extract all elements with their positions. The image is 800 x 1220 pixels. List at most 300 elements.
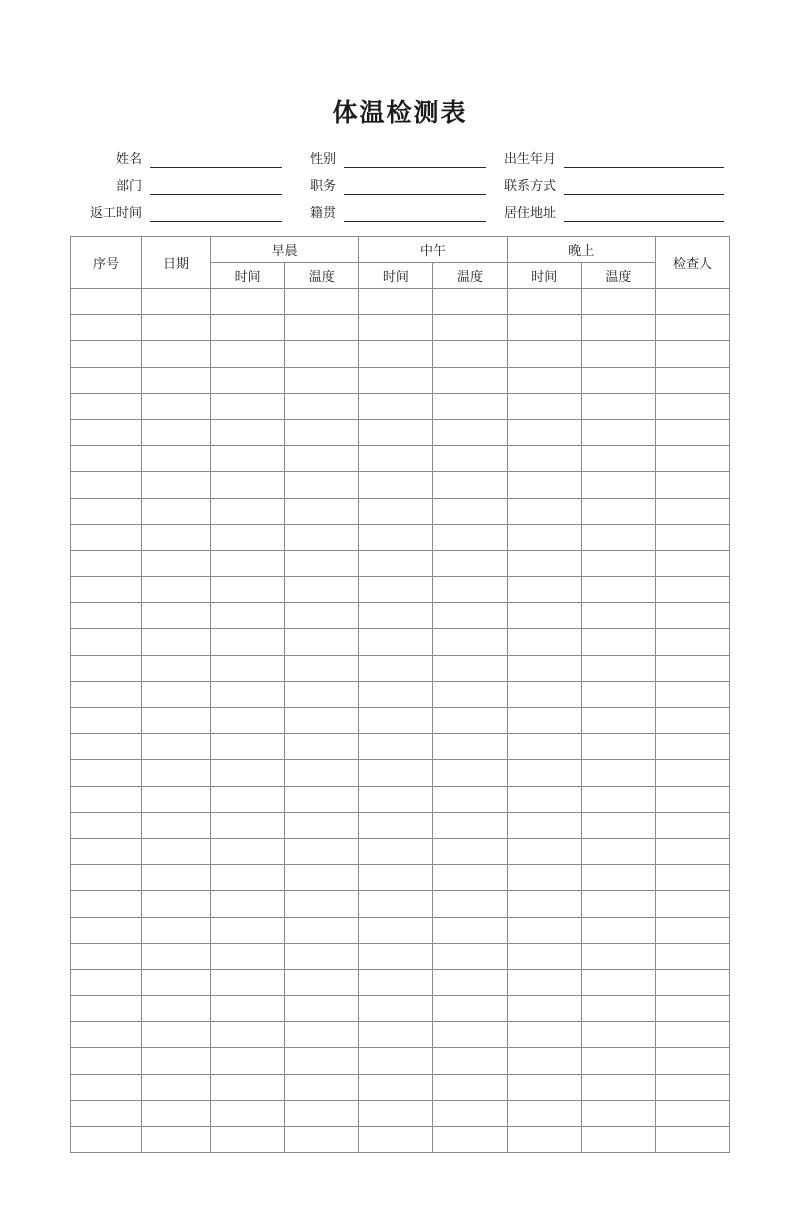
cell-noon-temperature[interactable] xyxy=(433,969,507,995)
cell-evening-time[interactable] xyxy=(507,419,581,445)
cell-morning-time[interactable] xyxy=(211,603,285,629)
cell-checker[interactable] xyxy=(656,498,730,524)
cell-noon-time[interactable] xyxy=(359,393,433,419)
cell-evening-temperature[interactable] xyxy=(581,655,655,681)
cell-noon-temperature[interactable] xyxy=(433,577,507,603)
cell-morning-temperature[interactable] xyxy=(285,943,359,969)
field-position-input[interactable] xyxy=(344,179,486,195)
cell-morning-time[interactable] xyxy=(211,708,285,734)
cell-checker[interactable] xyxy=(656,603,730,629)
cell-morning-time[interactable] xyxy=(211,550,285,576)
cell-evening-temperature[interactable] xyxy=(581,393,655,419)
cell-evening-temperature[interactable] xyxy=(581,760,655,786)
cell-evening-temperature[interactable] xyxy=(581,367,655,393)
cell-morning-temperature[interactable] xyxy=(285,524,359,550)
cell-date[interactable] xyxy=(142,472,211,498)
cell-morning-time[interactable] xyxy=(211,498,285,524)
cell-morning-time[interactable] xyxy=(211,681,285,707)
cell-seq[interactable] xyxy=(71,419,142,445)
cell-morning-time[interactable] xyxy=(211,1022,285,1048)
cell-checker[interactable] xyxy=(656,577,730,603)
cell-evening-time[interactable] xyxy=(507,341,581,367)
cell-evening-temperature[interactable] xyxy=(581,419,655,445)
cell-morning-time[interactable] xyxy=(211,472,285,498)
cell-evening-temperature[interactable] xyxy=(581,446,655,472)
cell-checker[interactable] xyxy=(656,891,730,917)
cell-date[interactable] xyxy=(142,865,211,891)
cell-date[interactable] xyxy=(142,524,211,550)
cell-seq[interactable] xyxy=(71,315,142,341)
cell-evening-time[interactable] xyxy=(507,681,581,707)
cell-date[interactable] xyxy=(142,917,211,943)
cell-morning-time[interactable] xyxy=(211,1048,285,1074)
cell-checker[interactable] xyxy=(656,865,730,891)
cell-noon-temperature[interactable] xyxy=(433,1022,507,1048)
cell-evening-time[interactable] xyxy=(507,1100,581,1126)
cell-morning-temperature[interactable] xyxy=(285,577,359,603)
cell-date[interactable] xyxy=(142,289,211,315)
cell-evening-time[interactable] xyxy=(507,472,581,498)
cell-seq[interactable] xyxy=(71,1048,142,1074)
cell-noon-time[interactable] xyxy=(359,341,433,367)
cell-noon-time[interactable] xyxy=(359,917,433,943)
cell-date[interactable] xyxy=(142,367,211,393)
cell-date[interactable] xyxy=(142,996,211,1022)
cell-morning-time[interactable] xyxy=(211,446,285,472)
cell-morning-temperature[interactable] xyxy=(285,969,359,995)
cell-evening-time[interactable] xyxy=(507,760,581,786)
cell-morning-time[interactable] xyxy=(211,577,285,603)
cell-morning-temperature[interactable] xyxy=(285,603,359,629)
cell-date[interactable] xyxy=(142,1100,211,1126)
cell-seq[interactable] xyxy=(71,838,142,864)
field-contact-input[interactable] xyxy=(564,179,724,195)
cell-checker[interactable] xyxy=(656,917,730,943)
cell-seq[interactable] xyxy=(71,708,142,734)
cell-checker[interactable] xyxy=(656,1074,730,1100)
cell-checker[interactable] xyxy=(656,446,730,472)
cell-noon-temperature[interactable] xyxy=(433,1100,507,1126)
cell-noon-temperature[interactable] xyxy=(433,524,507,550)
cell-evening-time[interactable] xyxy=(507,891,581,917)
cell-evening-time[interactable] xyxy=(507,1048,581,1074)
cell-noon-temperature[interactable] xyxy=(433,393,507,419)
cell-seq[interactable] xyxy=(71,760,142,786)
cell-morning-temperature[interactable] xyxy=(285,786,359,812)
cell-morning-time[interactable] xyxy=(211,1127,285,1153)
cell-evening-time[interactable] xyxy=(507,786,581,812)
cell-morning-temperature[interactable] xyxy=(285,760,359,786)
cell-evening-temperature[interactable] xyxy=(581,577,655,603)
cell-evening-temperature[interactable] xyxy=(581,498,655,524)
cell-seq[interactable] xyxy=(71,524,142,550)
cell-morning-temperature[interactable] xyxy=(285,446,359,472)
cell-evening-temperature[interactable] xyxy=(581,838,655,864)
cell-noon-time[interactable] xyxy=(359,760,433,786)
cell-checker[interactable] xyxy=(656,629,730,655)
cell-noon-time[interactable] xyxy=(359,1127,433,1153)
cell-morning-temperature[interactable] xyxy=(285,917,359,943)
cell-evening-temperature[interactable] xyxy=(581,603,655,629)
cell-morning-time[interactable] xyxy=(211,943,285,969)
cell-noon-temperature[interactable] xyxy=(433,655,507,681)
cell-seq[interactable] xyxy=(71,341,142,367)
cell-evening-temperature[interactable] xyxy=(581,734,655,760)
cell-seq[interactable] xyxy=(71,891,142,917)
cell-seq[interactable] xyxy=(71,289,142,315)
cell-noon-temperature[interactable] xyxy=(433,341,507,367)
cell-noon-time[interactable] xyxy=(359,577,433,603)
cell-noon-time[interactable] xyxy=(359,446,433,472)
cell-noon-temperature[interactable] xyxy=(433,917,507,943)
cell-evening-time[interactable] xyxy=(507,577,581,603)
cell-noon-temperature[interactable] xyxy=(433,1048,507,1074)
cell-checker[interactable] xyxy=(656,393,730,419)
cell-checker[interactable] xyxy=(656,550,730,576)
cell-evening-temperature[interactable] xyxy=(581,786,655,812)
cell-morning-time[interactable] xyxy=(211,969,285,995)
cell-evening-time[interactable] xyxy=(507,367,581,393)
cell-morning-time[interactable] xyxy=(211,891,285,917)
cell-evening-temperature[interactable] xyxy=(581,1074,655,1100)
cell-seq[interactable] xyxy=(71,969,142,995)
cell-noon-temperature[interactable] xyxy=(433,550,507,576)
cell-evening-temperature[interactable] xyxy=(581,681,655,707)
cell-evening-temperature[interactable] xyxy=(581,1100,655,1126)
cell-evening-temperature[interactable] xyxy=(581,472,655,498)
cell-noon-time[interactable] xyxy=(359,367,433,393)
cell-morning-temperature[interactable] xyxy=(285,315,359,341)
cell-evening-time[interactable] xyxy=(507,838,581,864)
cell-evening-time[interactable] xyxy=(507,446,581,472)
cell-date[interactable] xyxy=(142,1127,211,1153)
cell-evening-temperature[interactable] xyxy=(581,1127,655,1153)
cell-checker[interactable] xyxy=(656,838,730,864)
cell-morning-time[interactable] xyxy=(211,367,285,393)
cell-noon-time[interactable] xyxy=(359,603,433,629)
cell-date[interactable] xyxy=(142,629,211,655)
cell-seq[interactable] xyxy=(71,498,142,524)
cell-seq[interactable] xyxy=(71,603,142,629)
cell-seq[interactable] xyxy=(71,1127,142,1153)
cell-checker[interactable] xyxy=(656,734,730,760)
cell-noon-time[interactable] xyxy=(359,1074,433,1100)
cell-noon-temperature[interactable] xyxy=(433,865,507,891)
cell-morning-time[interactable] xyxy=(211,655,285,681)
cell-checker[interactable] xyxy=(656,341,730,367)
cell-date[interactable] xyxy=(142,760,211,786)
cell-checker[interactable] xyxy=(656,681,730,707)
cell-checker[interactable] xyxy=(656,943,730,969)
cell-morning-temperature[interactable] xyxy=(285,865,359,891)
cell-morning-time[interactable] xyxy=(211,1100,285,1126)
cell-seq[interactable] xyxy=(71,1074,142,1100)
cell-date[interactable] xyxy=(142,891,211,917)
cell-seq[interactable] xyxy=(71,996,142,1022)
cell-morning-temperature[interactable] xyxy=(285,341,359,367)
cell-noon-time[interactable] xyxy=(359,1022,433,1048)
field-name-input[interactable] xyxy=(150,152,282,168)
cell-checker[interactable] xyxy=(656,524,730,550)
cell-morning-temperature[interactable] xyxy=(285,812,359,838)
cell-noon-temperature[interactable] xyxy=(433,498,507,524)
cell-morning-temperature[interactable] xyxy=(285,1048,359,1074)
cell-noon-temperature[interactable] xyxy=(433,996,507,1022)
cell-checker[interactable] xyxy=(656,655,730,681)
cell-date[interactable] xyxy=(142,498,211,524)
cell-evening-temperature[interactable] xyxy=(581,550,655,576)
cell-noon-temperature[interactable] xyxy=(433,629,507,655)
cell-noon-temperature[interactable] xyxy=(433,708,507,734)
cell-date[interactable] xyxy=(142,786,211,812)
cell-evening-temperature[interactable] xyxy=(581,812,655,838)
cell-noon-temperature[interactable] xyxy=(433,1127,507,1153)
cell-noon-temperature[interactable] xyxy=(433,812,507,838)
cell-date[interactable] xyxy=(142,419,211,445)
cell-date[interactable] xyxy=(142,969,211,995)
cell-checker[interactable] xyxy=(656,969,730,995)
cell-seq[interactable] xyxy=(71,865,142,891)
cell-morning-time[interactable] xyxy=(211,996,285,1022)
cell-evening-temperature[interactable] xyxy=(581,891,655,917)
cell-noon-temperature[interactable] xyxy=(433,786,507,812)
cell-evening-temperature[interactable] xyxy=(581,969,655,995)
cell-date[interactable] xyxy=(142,315,211,341)
cell-noon-time[interactable] xyxy=(359,498,433,524)
cell-seq[interactable] xyxy=(71,681,142,707)
cell-morning-time[interactable] xyxy=(211,315,285,341)
cell-evening-temperature[interactable] xyxy=(581,708,655,734)
cell-evening-time[interactable] xyxy=(507,393,581,419)
cell-evening-time[interactable] xyxy=(507,550,581,576)
cell-noon-temperature[interactable] xyxy=(433,446,507,472)
cell-noon-time[interactable] xyxy=(359,943,433,969)
cell-seq[interactable] xyxy=(71,1100,142,1126)
cell-noon-temperature[interactable] xyxy=(433,838,507,864)
cell-evening-time[interactable] xyxy=(507,996,581,1022)
cell-evening-time[interactable] xyxy=(507,629,581,655)
cell-evening-time[interactable] xyxy=(507,1022,581,1048)
cell-noon-temperature[interactable] xyxy=(433,681,507,707)
cell-noon-time[interactable] xyxy=(359,1048,433,1074)
cell-evening-time[interactable] xyxy=(507,943,581,969)
cell-checker[interactable] xyxy=(656,289,730,315)
cell-checker[interactable] xyxy=(656,315,730,341)
cell-evening-temperature[interactable] xyxy=(581,1048,655,1074)
cell-checker[interactable] xyxy=(656,812,730,838)
cell-date[interactable] xyxy=(142,1022,211,1048)
cell-evening-temperature[interactable] xyxy=(581,629,655,655)
cell-morning-temperature[interactable] xyxy=(285,550,359,576)
cell-noon-time[interactable] xyxy=(359,1100,433,1126)
cell-noon-time[interactable] xyxy=(359,289,433,315)
cell-morning-temperature[interactable] xyxy=(285,289,359,315)
cell-morning-time[interactable] xyxy=(211,812,285,838)
cell-seq[interactable] xyxy=(71,943,142,969)
cell-morning-time[interactable] xyxy=(211,524,285,550)
cell-noon-time[interactable] xyxy=(359,734,433,760)
cell-evening-temperature[interactable] xyxy=(581,524,655,550)
cell-noon-temperature[interactable] xyxy=(433,734,507,760)
cell-date[interactable] xyxy=(142,943,211,969)
cell-morning-time[interactable] xyxy=(211,1074,285,1100)
cell-morning-temperature[interactable] xyxy=(285,472,359,498)
cell-noon-temperature[interactable] xyxy=(433,315,507,341)
cell-noon-time[interactable] xyxy=(359,891,433,917)
cell-evening-time[interactable] xyxy=(507,708,581,734)
cell-evening-time[interactable] xyxy=(507,498,581,524)
cell-noon-temperature[interactable] xyxy=(433,1074,507,1100)
cell-evening-time[interactable] xyxy=(507,655,581,681)
cell-checker[interactable] xyxy=(656,1100,730,1126)
cell-morning-temperature[interactable] xyxy=(285,734,359,760)
field-birthdate-input[interactable] xyxy=(564,152,724,168)
cell-date[interactable] xyxy=(142,341,211,367)
cell-date[interactable] xyxy=(142,550,211,576)
cell-morning-temperature[interactable] xyxy=(285,1127,359,1153)
cell-morning-temperature[interactable] xyxy=(285,708,359,734)
cell-noon-temperature[interactable] xyxy=(433,891,507,917)
cell-noon-time[interactable] xyxy=(359,472,433,498)
cell-morning-temperature[interactable] xyxy=(285,419,359,445)
cell-morning-temperature[interactable] xyxy=(285,629,359,655)
cell-evening-time[interactable] xyxy=(507,734,581,760)
cell-checker[interactable] xyxy=(656,1048,730,1074)
cell-morning-time[interactable] xyxy=(211,760,285,786)
cell-seq[interactable] xyxy=(71,786,142,812)
cell-morning-time[interactable] xyxy=(211,629,285,655)
cell-noon-time[interactable] xyxy=(359,681,433,707)
cell-noon-temperature[interactable] xyxy=(433,472,507,498)
field-gender-input[interactable] xyxy=(344,152,486,168)
cell-noon-time[interactable] xyxy=(359,969,433,995)
cell-noon-temperature[interactable] xyxy=(433,289,507,315)
cell-noon-temperature[interactable] xyxy=(433,419,507,445)
cell-noon-time[interactable] xyxy=(359,550,433,576)
cell-noon-time[interactable] xyxy=(359,524,433,550)
cell-evening-temperature[interactable] xyxy=(581,996,655,1022)
cell-morning-time[interactable] xyxy=(211,786,285,812)
cell-morning-time[interactable] xyxy=(211,393,285,419)
field-hometown-input[interactable] xyxy=(344,206,486,222)
cell-morning-time[interactable] xyxy=(211,734,285,760)
cell-checker[interactable] xyxy=(656,472,730,498)
cell-noon-time[interactable] xyxy=(359,786,433,812)
cell-checker[interactable] xyxy=(656,1127,730,1153)
cell-checker[interactable] xyxy=(656,760,730,786)
cell-date[interactable] xyxy=(142,655,211,681)
cell-checker[interactable] xyxy=(656,708,730,734)
cell-seq[interactable] xyxy=(71,655,142,681)
cell-evening-temperature[interactable] xyxy=(581,1022,655,1048)
cell-noon-time[interactable] xyxy=(359,315,433,341)
cell-seq[interactable] xyxy=(71,812,142,838)
cell-date[interactable] xyxy=(142,1074,211,1100)
cell-seq[interactable] xyxy=(71,629,142,655)
cell-morning-temperature[interactable] xyxy=(285,681,359,707)
cell-date[interactable] xyxy=(142,603,211,629)
cell-morning-time[interactable] xyxy=(211,289,285,315)
cell-evening-time[interactable] xyxy=(507,865,581,891)
cell-evening-temperature[interactable] xyxy=(581,341,655,367)
cell-evening-time[interactable] xyxy=(507,1074,581,1100)
cell-seq[interactable] xyxy=(71,367,142,393)
cell-evening-time[interactable] xyxy=(507,524,581,550)
cell-noon-temperature[interactable] xyxy=(433,603,507,629)
cell-date[interactable] xyxy=(142,681,211,707)
field-address-input[interactable] xyxy=(564,206,724,222)
cell-date[interactable] xyxy=(142,577,211,603)
cell-noon-time[interactable] xyxy=(359,419,433,445)
cell-date[interactable] xyxy=(142,838,211,864)
cell-morning-temperature[interactable] xyxy=(285,1100,359,1126)
field-return-date-input[interactable] xyxy=(150,206,282,222)
cell-evening-time[interactable] xyxy=(507,1127,581,1153)
cell-noon-time[interactable] xyxy=(359,708,433,734)
field-department-input[interactable] xyxy=(150,179,282,195)
cell-morning-time[interactable] xyxy=(211,838,285,864)
cell-morning-time[interactable] xyxy=(211,341,285,367)
cell-morning-time[interactable] xyxy=(211,419,285,445)
cell-date[interactable] xyxy=(142,446,211,472)
cell-evening-time[interactable] xyxy=(507,603,581,629)
cell-evening-temperature[interactable] xyxy=(581,917,655,943)
cell-seq[interactable] xyxy=(71,472,142,498)
cell-evening-temperature[interactable] xyxy=(581,943,655,969)
cell-noon-temperature[interactable] xyxy=(433,943,507,969)
cell-date[interactable] xyxy=(142,708,211,734)
cell-date[interactable] xyxy=(142,1048,211,1074)
cell-morning-temperature[interactable] xyxy=(285,393,359,419)
cell-date[interactable] xyxy=(142,812,211,838)
cell-date[interactable] xyxy=(142,393,211,419)
cell-morning-temperature[interactable] xyxy=(285,838,359,864)
cell-evening-time[interactable] xyxy=(507,289,581,315)
cell-morning-time[interactable] xyxy=(211,865,285,891)
cell-evening-time[interactable] xyxy=(507,315,581,341)
cell-seq[interactable] xyxy=(71,446,142,472)
cell-morning-temperature[interactable] xyxy=(285,996,359,1022)
cell-seq[interactable] xyxy=(71,577,142,603)
cell-noon-time[interactable] xyxy=(359,812,433,838)
cell-morning-temperature[interactable] xyxy=(285,891,359,917)
cell-seq[interactable] xyxy=(71,917,142,943)
cell-checker[interactable] xyxy=(656,419,730,445)
cell-date[interactable] xyxy=(142,734,211,760)
cell-seq[interactable] xyxy=(71,393,142,419)
cell-morning-temperature[interactable] xyxy=(285,498,359,524)
cell-evening-time[interactable] xyxy=(507,969,581,995)
cell-checker[interactable] xyxy=(656,786,730,812)
cell-morning-temperature[interactable] xyxy=(285,1022,359,1048)
cell-noon-temperature[interactable] xyxy=(433,367,507,393)
cell-morning-temperature[interactable] xyxy=(285,367,359,393)
cell-evening-temperature[interactable] xyxy=(581,865,655,891)
cell-noon-time[interactable] xyxy=(359,865,433,891)
cell-seq[interactable] xyxy=(71,550,142,576)
cell-evening-temperature[interactable] xyxy=(581,289,655,315)
cell-checker[interactable] xyxy=(656,996,730,1022)
cell-noon-time[interactable] xyxy=(359,629,433,655)
cell-morning-temperature[interactable] xyxy=(285,1074,359,1100)
cell-noon-time[interactable] xyxy=(359,838,433,864)
cell-noon-temperature[interactable] xyxy=(433,760,507,786)
cell-seq[interactable] xyxy=(71,1022,142,1048)
cell-checker[interactable] xyxy=(656,367,730,393)
cell-evening-time[interactable] xyxy=(507,812,581,838)
cell-morning-temperature[interactable] xyxy=(285,655,359,681)
cell-seq[interactable] xyxy=(71,734,142,760)
